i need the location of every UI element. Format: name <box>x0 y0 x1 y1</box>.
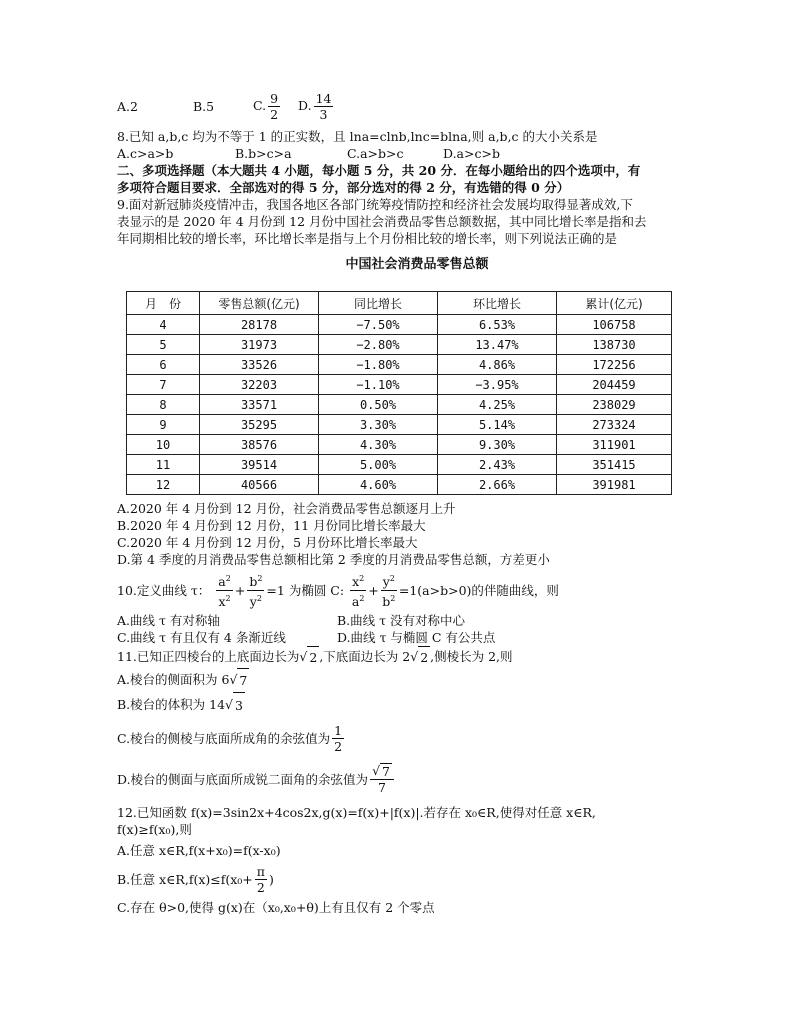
q10-frac-3: $\frac{x^2}{a^2}$ <box>350 571 366 608</box>
table-cell: 238029 <box>557 395 672 415</box>
q9-option-c: C.2020 年 4 月份到 12 月份，5 月份环比增长率最大 <box>117 535 418 550</box>
header-yoy: 同比增长 <box>319 292 438 315</box>
q8-option-d: D.a>c>b <box>443 146 500 161</box>
table-title: 中国社会消费品零售总额 <box>345 257 489 272</box>
table-cell: 204459 <box>557 375 672 395</box>
table-cell: 38576 <box>200 435 319 455</box>
table-cell: 6 <box>127 355 200 375</box>
q12-stem-1: 12.已知函数 f(x)=3sin2x+4cos2x,g(x)=f(x)+|f(x)|.若存在 x₀∈R,使得对任意 x∈R, <box>117 805 596 820</box>
table-cell: 39514 <box>200 455 319 475</box>
table-cell: 3.30% <box>319 415 438 435</box>
table-cell: 172256 <box>557 355 672 375</box>
table-cell: 273324 <box>557 415 672 435</box>
header-month: 月 份 <box>127 292 200 315</box>
table-cell: −7.50% <box>319 315 438 335</box>
table-cell: 351415 <box>557 455 672 475</box>
q11-option-c: C.棱台的侧棱与底面所成角的余弦值为 $\frac{1}{2}$ <box>117 722 343 754</box>
q9-option-b: B.2020 年 4 月份到 12 月份，11 月份同比增长率最大 <box>117 518 426 533</box>
q10-frac-2: $\frac{b^2}{y^2}$ <box>247 571 264 608</box>
q9-stem-2: 表显示的是 2020 年 4 月份到 12 月份中国社会消费品零售总额数据，其中同比增长率是指和去 <box>117 214 647 229</box>
q12-option-b: B.任意 x∈R,f(x)≤f(x₀+ $\frac{\pi}{2}$ ) <box>117 863 274 895</box>
table-row <box>127 475 672 495</box>
table-cell: 5 <box>127 335 200 355</box>
q10-option-a: A.曲线 τ 有对称轴 <box>117 613 220 628</box>
q12-option-c: C.存在 θ>0,使得 g(x)在（x₀,x₀+θ)上有且仅有 2 个零点 <box>117 900 435 915</box>
q8-option-c: C.a>b>c <box>347 146 404 161</box>
q7-option-c: C. $\frac{9}{2}$ <box>253 90 279 122</box>
q9-stem-1: 9.面对新冠肺炎疫情冲击，我国各地区各部门统筹疫情防控和经济社会发展均取得显著成效,下 <box>117 197 633 212</box>
q8-stem: 8.已知 a,b,c 均为不等于 1 的正实数，且 lna=clnb,lnc=blna,则 a,b,c 的大小关系是 <box>117 129 598 144</box>
q10-option-c: C.曲线 τ 有且仅有 4 条渐近线 <box>117 630 286 645</box>
table-cell: 33571 <box>200 395 319 415</box>
table-cell: 0.50% <box>319 395 438 415</box>
q12-stem-2: f(x)≥f(x₀),则 <box>117 822 192 837</box>
table-cell: −3.95% <box>438 375 557 395</box>
q7-c-num: 9 <box>270 90 279 106</box>
table-cell: 31973 <box>200 335 319 355</box>
table-row <box>127 335 672 355</box>
table-row <box>127 415 672 435</box>
table-row <box>127 315 672 335</box>
table-cell: −1.80% <box>319 355 438 375</box>
q9-option-d: D.第 4 季度的月消费品零售总额相比第 2 季度的月消费品零售总额，方差更小 <box>117 552 550 567</box>
table-cell: 106758 <box>557 315 672 335</box>
q7-d-num: 14 <box>315 90 332 106</box>
q10-suffix: =1(a>b>0)的伴随曲线，则 <box>398 583 559 598</box>
q7-option-b: B.5 <box>193 98 215 114</box>
table-cell: 2.66% <box>438 475 557 495</box>
table-cell: 138730 <box>557 335 672 355</box>
q11-stem: 11.已知正四棱台的上底面边长为√ 2 ,下底面边长为 2√ 2 ,侧棱长为 2,则 <box>117 646 737 668</box>
table-cell: 5.00% <box>319 455 438 475</box>
table-cell: 4 <box>127 315 200 335</box>
q10-frac-1: $\frac{a^2}{x^2}$ <box>216 571 233 608</box>
q9-options-block <box>117 500 737 916</box>
table-cell: 32203 <box>200 375 319 395</box>
q9-stem-3: 年同期相比较的增长率，环比增长率是指与上个月份相比较的增长率，则下列说法正确的是 <box>117 231 618 246</box>
table-cell: 2.43% <box>438 455 557 475</box>
q8-option-b: B.b>c>a <box>235 146 292 161</box>
retail-table <box>126 291 672 495</box>
q10-mid: =1 为椭圆 C: <box>266 583 345 598</box>
q10-option-d: D.曲线 τ 与椭圆 C 有公共点 <box>337 630 496 645</box>
q10-stem: 10.定义曲线 τ： $\frac{a^2}{x^2}$ + $\frac{b^2}{y^2}$ =1 为椭圆 C: $\frac{x^2}{a^2}$ + $\frac{y^2}{b^2}$ =1(a>b>0)的伴随曲线，则 <box>117 568 737 612</box>
table-cell: 391981 <box>557 475 672 495</box>
q12-option-a: A.任意 x∈R,f(x+x₀)=f(x-x₀) <box>117 843 281 858</box>
q10-frac-4: $\frac{y^2}{b^2}$ <box>381 571 397 608</box>
table-cell: 28178 <box>200 315 319 335</box>
table-row <box>127 375 672 395</box>
table-cell: 5.14% <box>438 415 557 435</box>
q10-prefix: 10.定义曲线 τ： <box>117 583 211 598</box>
q11-option-b: B.棱台的体积为 14√ 3 <box>117 692 737 718</box>
table-cell: 13.47% <box>438 335 557 355</box>
q7-c-den: 2 <box>270 106 279 122</box>
table-cell: 4.30% <box>319 435 438 455</box>
table-cell: 311901 <box>557 435 672 455</box>
q11-option-d: D.棱台的侧面与底面所成锐二面角的余弦值为 √ 7 7 <box>117 758 737 800</box>
table-cell: −2.80% <box>319 335 438 355</box>
table-cell: 11 <box>127 455 200 475</box>
header-cumulative: 累计(亿元) <box>557 292 672 315</box>
table-row <box>127 455 672 475</box>
table-row <box>127 395 672 415</box>
q7-options <box>117 84 717 128</box>
table-cell: 8 <box>127 395 200 415</box>
q7-d-den: 3 <box>319 106 328 122</box>
table-cell: 7 <box>127 375 200 395</box>
table-cell: 6.53% <box>438 315 557 335</box>
table-header-row <box>127 292 672 315</box>
header-total: 零售总额(亿元) <box>200 292 319 315</box>
q11-option-a: A.棱台的侧面积为 6√ 7 <box>117 668 737 692</box>
table-row <box>127 355 672 375</box>
header-mom: 环比增长 <box>438 292 557 315</box>
q7-option-d: D. $\frac{14}{3}$ <box>298 90 332 122</box>
q10-options-row2 <box>117 629 737 646</box>
table-cell: 4.25% <box>438 395 557 415</box>
table-row <box>127 435 672 455</box>
table-cell: −1.10% <box>319 375 438 395</box>
q8-option-a: A.c>a>b <box>117 146 174 161</box>
q7-option-a: A.2 <box>117 98 138 114</box>
table-cell: 9 <box>127 415 200 435</box>
table-cell: 4.60% <box>319 475 438 495</box>
section2-heading-1: 二、多项选择题（本大题共 4 小题，每小题 5 分，共 20 分．在每小题给出的四个选项中，有 <box>117 163 641 178</box>
table-cell: 12 <box>127 475 200 495</box>
table-cell: 4.86% <box>438 355 557 375</box>
q10-options-row1 <box>117 612 737 629</box>
table-cell: 40566 <box>200 475 319 495</box>
q9-option-a: A.2020 年 4 月份到 12 月份，社会消费品零售总额逐月上升 <box>117 501 456 516</box>
table-cell: 9.30% <box>438 435 557 455</box>
table-cell: 33526 <box>200 355 319 375</box>
section2-heading-2: 多项符合题目要求．全部选对的得 5 分，部分选对的得 2 分，有选错的得 0 分） <box>117 180 570 195</box>
q10-option-b: B.曲线 τ 没有对称中心 <box>337 613 466 628</box>
table-cell: 10 <box>127 435 200 455</box>
q8-options <box>117 145 717 162</box>
table-cell: 35295 <box>200 415 319 435</box>
exam-page <box>117 92 717 278</box>
